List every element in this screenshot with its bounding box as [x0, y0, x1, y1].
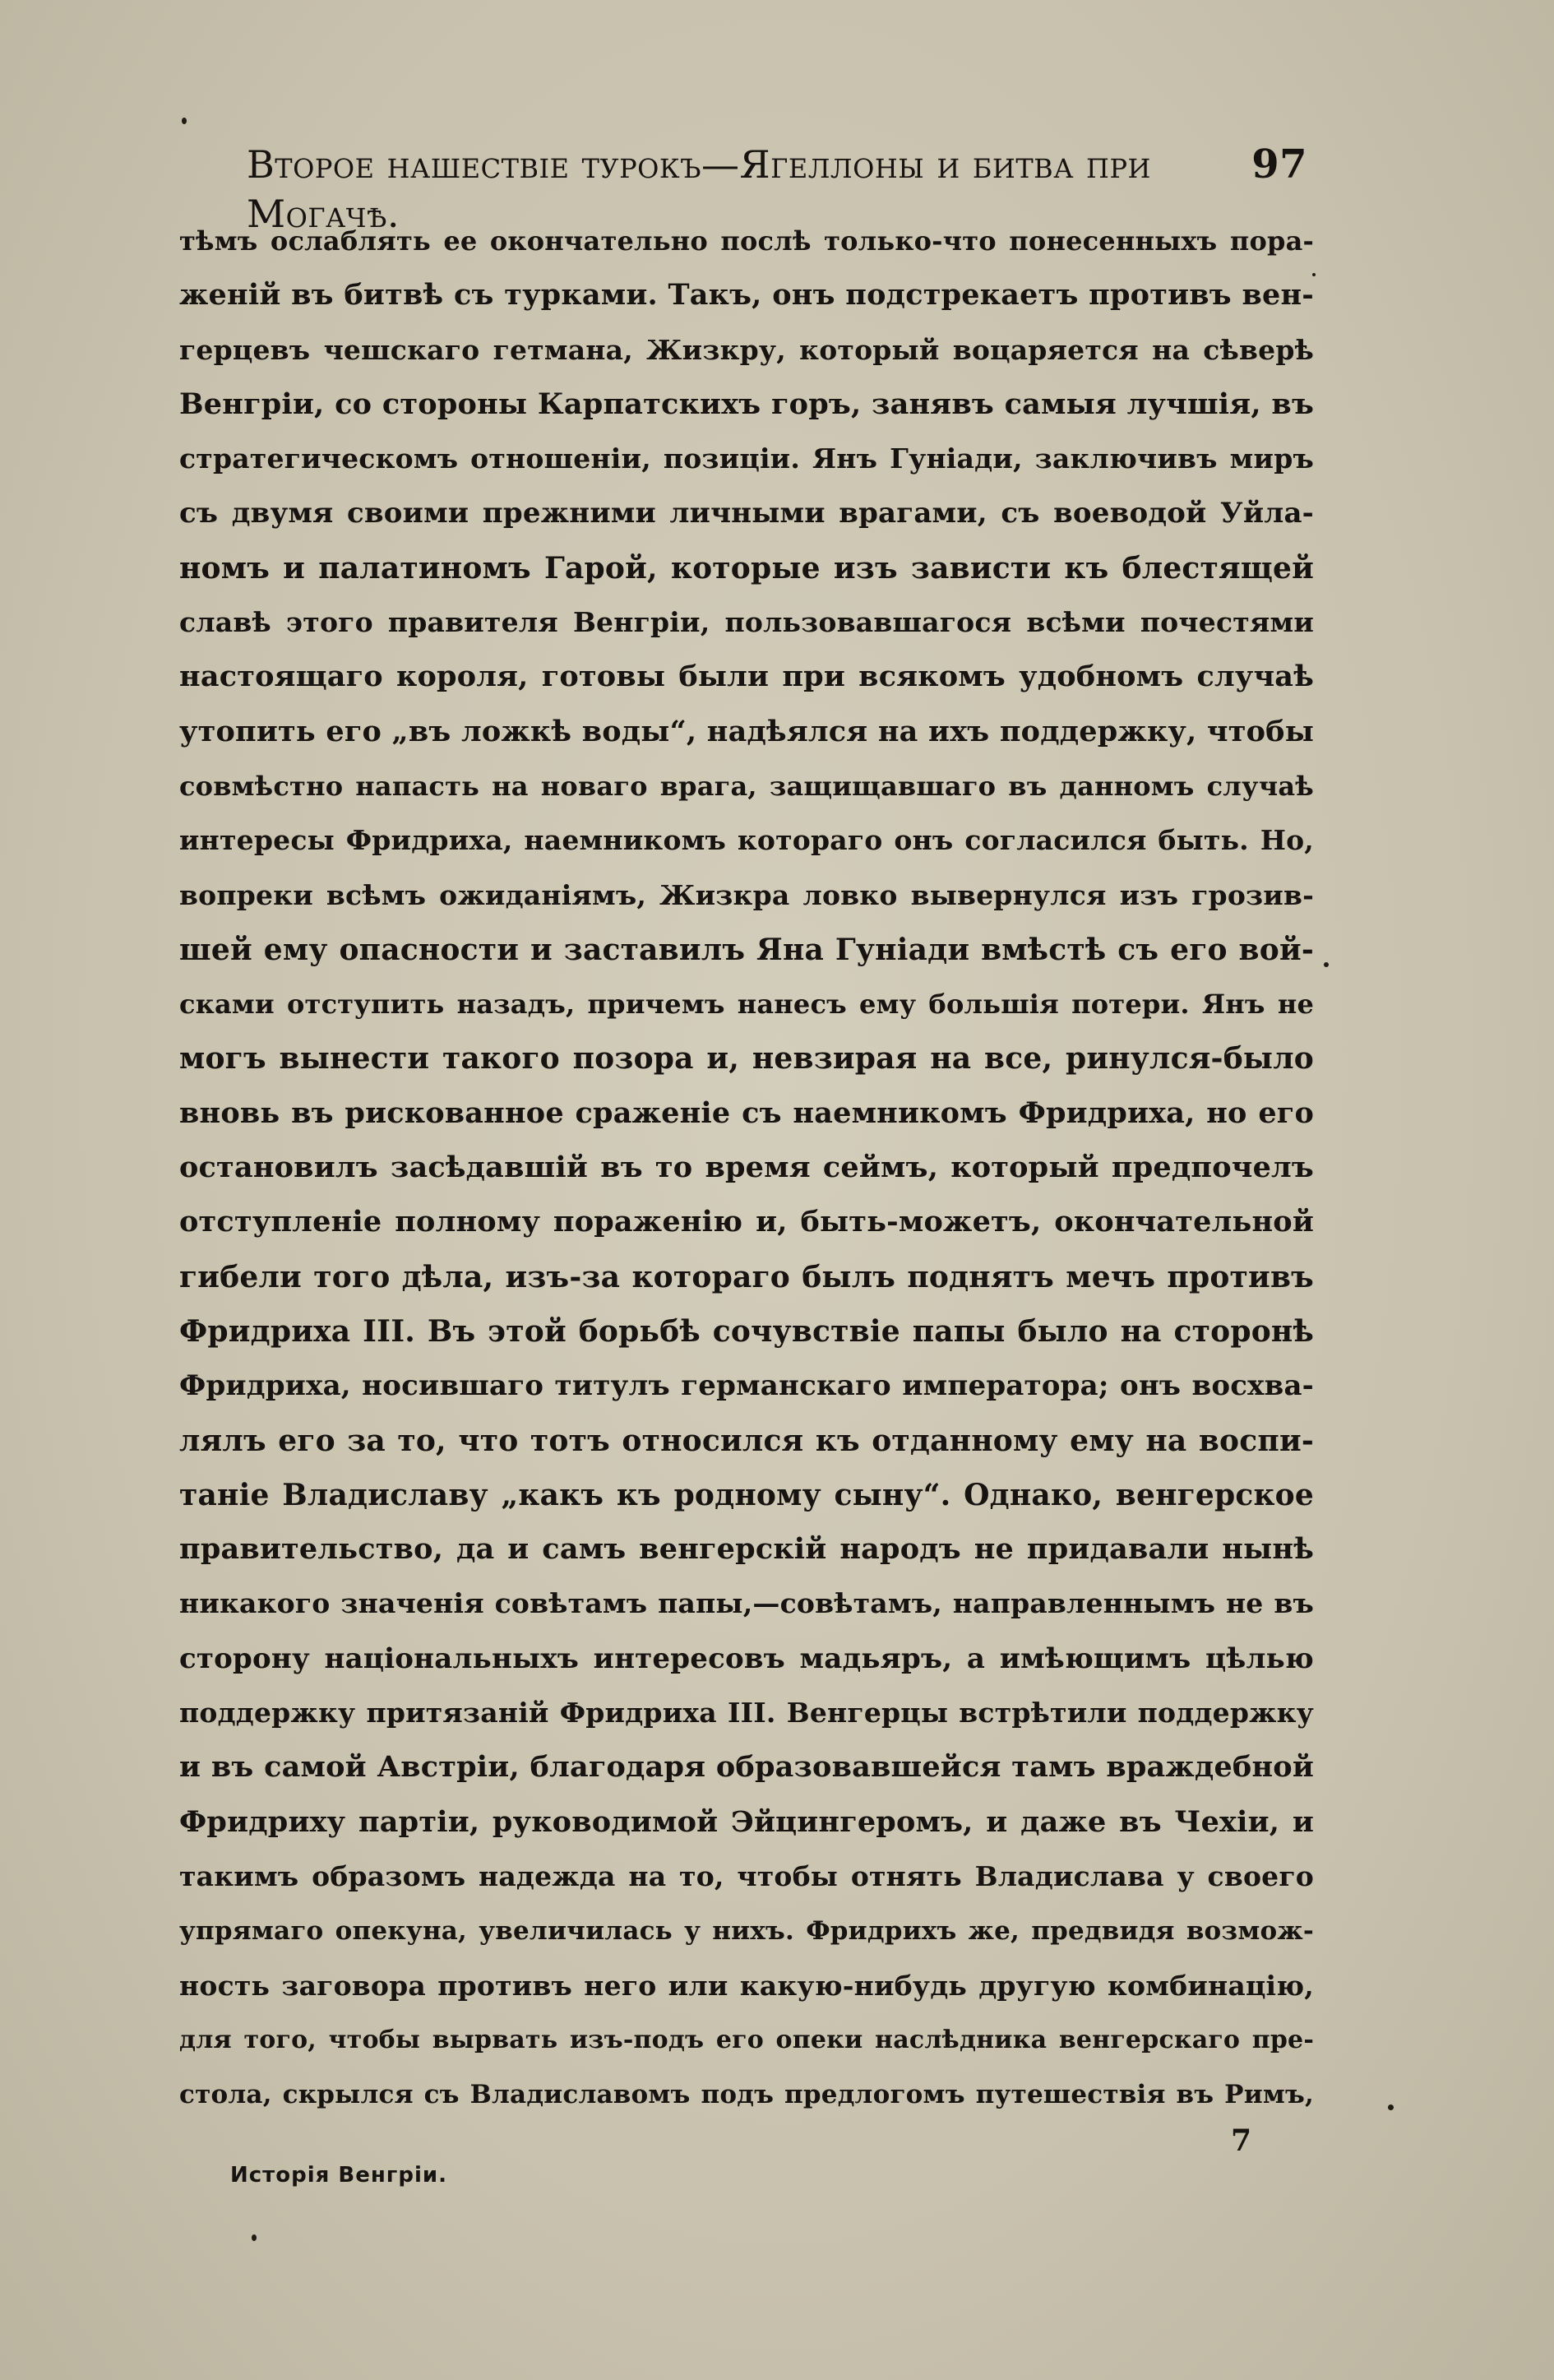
scan-speck [182, 118, 187, 124]
text-line: лялъ его за то, что тотъ относился къ отданному ему на воспи- [179, 1423, 1314, 1458]
signature-mark: 7 [1231, 2123, 1252, 2158]
text-line: номъ и палатиномъ Гарой, которые изъ зависти къ блестящей [179, 550, 1314, 586]
text-line: отступленіе полному пораженію и, быть-можетъ, окончательной [179, 1205, 1314, 1239]
scan-speck [1388, 2104, 1394, 2110]
text-line: никакого значенія совѣтамъ папы,—совѣтамъ, направленнымъ не въ [179, 1587, 1314, 1620]
text-line: Фридриху партіи, руководимой Эйцингеромъ, и даже въ Чехіи, и [179, 1804, 1314, 1839]
text-line: для того, чтобы вырвать изъ-подъ его опеки наслѣдника венгерскаго пре- [179, 2025, 1314, 2054]
text-line: герцевъ чешскаго гетмана, Жизкру, который воцаряется на сѣверѣ [179, 333, 1314, 366]
text-line: интересы Фридриха, наемникомъ котораго онъ согласился быть. Но, [179, 824, 1314, 857]
text-line: съ двумя своими прежними личными врагами, съ воеводой Уйла- [179, 497, 1314, 530]
body-text [179, 214, 1314, 2122]
text-line: вновь въ рискованное сраженіе съ наемникомъ Фридриха, но его [179, 1095, 1314, 1130]
page-number: 97 [1251, 141, 1307, 188]
running-head-title: Второе нашествіе турокъ—Ягеллоны и битва при Могачѣ. [247, 142, 1151, 236]
text-line: правительство, да и самъ венгерскій народъ не придавали нынѣ [179, 1532, 1314, 1567]
text-line: такимъ образомъ надежда на то, чтобы отнять Владислава у своего [179, 1859, 1314, 1892]
text-line: ность заговора противъ него или какую-нибудь другую комбинацію, [179, 1969, 1314, 2002]
footer-book-title: Исторія Венгріи. [230, 2163, 447, 2188]
scan-speck [1312, 273, 1316, 276]
text-line: упрямаго опекуна, увеличилась у нихъ. Фридрихъ же, предвидя возмож- [179, 1916, 1314, 1947]
text-line: и въ самой Австріи, благодаря образовавшейся тамъ враждебной [179, 1750, 1314, 1785]
text-line: славѣ этого правителя Венгріи, пользовавшагося всѣми почестями [179, 606, 1314, 639]
text-line: Фридриха, носившаго титулъ германскаго императора; онъ восхва- [179, 1369, 1314, 1403]
scan-speck [1324, 962, 1329, 967]
text-line: сторону національныхъ интересовъ мадьяръ, а имѣющимъ цѣлью [179, 1641, 1314, 1675]
text-line: остановилъ засѣдавшій въ то время сеймъ, который предпочелъ [179, 1151, 1314, 1185]
text-line: таніе Владиславу „какъ къ родному сыну“. Однако, венгерское [179, 1477, 1314, 1512]
text-line: могъ вынести такого позора и, невзирая на все, ринулся-было [179, 1041, 1314, 1077]
text-line: стола, скрылся съ Владиславомъ подъ предлогомъ путешествія въ Римъ, [179, 2080, 1314, 2110]
text-line: утопить его „въ ложкѣ воды“, надѣялся на ихъ поддержку, чтобы [179, 714, 1314, 748]
text-line: сками отступить назадъ, причемъ нанесъ ему большія потери. Янъ не [179, 989, 1314, 1021]
text-line: настоящаго короля, готовы были при всякомъ удобномъ случаѣ [179, 660, 1314, 694]
text-line: стратегическомъ отношеніи, позиціи. Янъ Гуніади, заключивъ миръ [179, 442, 1314, 475]
text-line: тѣмъ ослаблять ее окончательно послѣ только-что понесенныхъ пора- [179, 225, 1314, 257]
text-line: гибели того дѣла, изъ-за котораго былъ поднятъ мечъ противъ [179, 1259, 1314, 1294]
text-line: шей ему опасности и заставилъ Яна Гуніади вмѣстѣ съ его вой- [179, 932, 1314, 967]
scan-speck [252, 2234, 257, 2241]
text-line: вопреки всѣмъ ожиданіямъ, Жизкра ловко вывернулся изъ грозив- [179, 878, 1314, 911]
text-line: совмѣстно напасть на новаго врага, защищавшаго въ данномъ случаѣ [179, 770, 1314, 802]
text-line: Венгріи, со стороны Карпатскихъ горъ, занявъ самыя лучшія, въ [179, 387, 1314, 421]
text-line: женій въ битвѣ съ турками. Такъ, онъ подстрекаетъ противъ вен- [179, 278, 1314, 313]
text-line: Фридриха III. Въ этой борьбѣ сочувствіе папы было на сторонѣ [179, 1313, 1314, 1349]
text-line: поддержку притязаній Фридриха III. Венгерцы встрѣтили поддержку [179, 1697, 1314, 1729]
